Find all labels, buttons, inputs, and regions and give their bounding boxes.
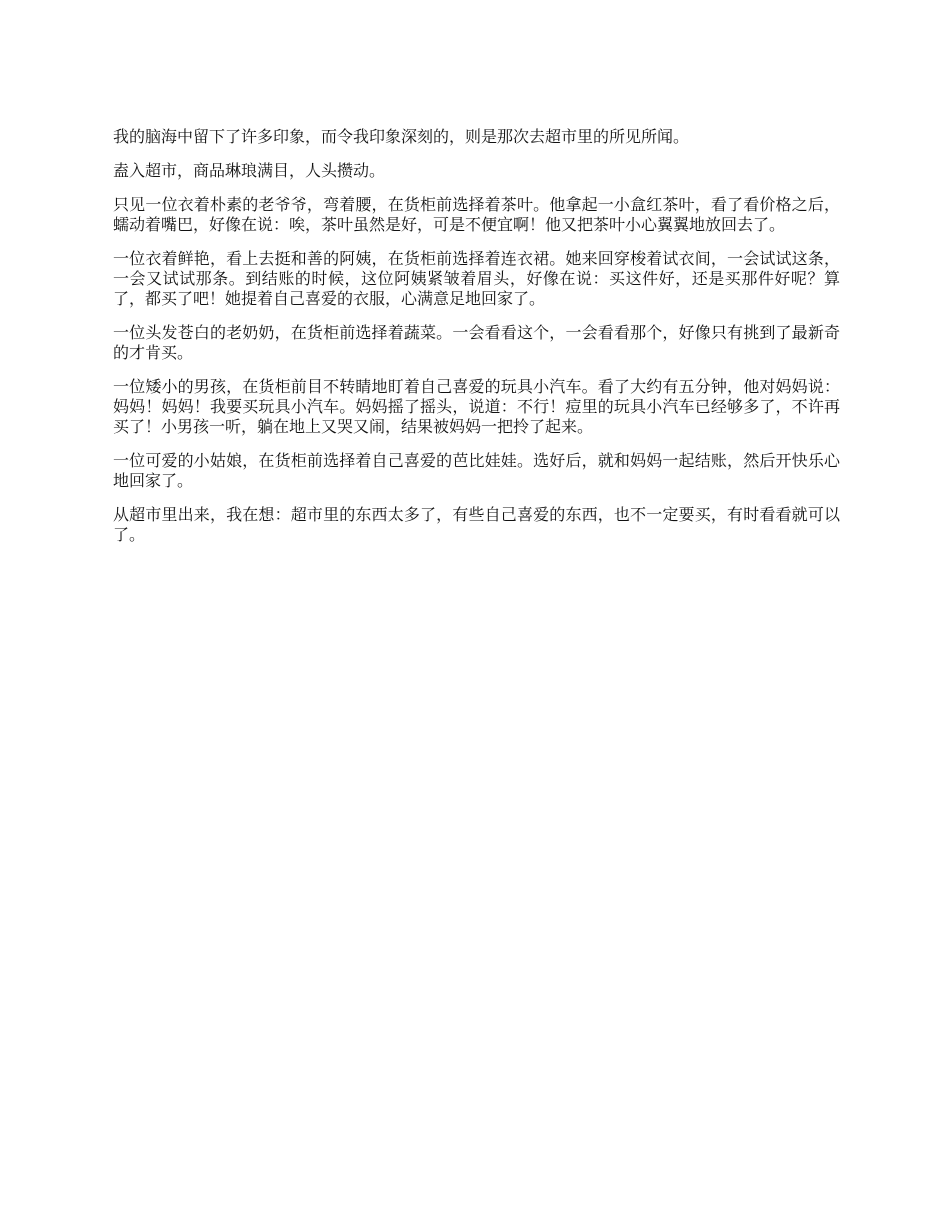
paragraph: 一位可爱的小姑娘，在货柜前选择着自己喜爱的芭比娃娃。选好后，就和妈妈一起结账，然后开快乐心地回家了。 — [113, 451, 840, 490]
paragraph: 盍入超市，商品琳琅满目，人头攒动。 — [113, 161, 386, 180]
document-body — [113, 127, 840, 559]
paragraph: 从超市里出来，我在想：超市里的东西太多了，有些自己喜爱的东西，也不一定要买，有时看看就可以了。 — [113, 505, 840, 544]
paragraph: 只见一位衣着朴素的老爷爷，弯着腰，在货柜前选择着茶叶。他拿起一小盒红茶叶，看了看价格之后，蠕动着嘴巴，好像在说：唉，茶叶虽然是好，可是不便宜啊！他又把茶叶小心翼翼地放回去了。 — [113, 195, 840, 234]
paragraph: 一位衣着鲜艳，看上去挺和善的阿姨，在货柜前选择着连衣裙。她来回穿梭着试衣间，一会试试这条，一会又试试那条。到结账的时候，这位阿姨紧皱着眉头，好像在说：买这件好，还是买那件好呢？算了，都买了吧！她提着自己喜爱的衣服，心满意足地回家了。 — [113, 249, 840, 308]
paragraph: 我的脑海中留下了许多印象，而令我印象深刻的，则是那次去超市里的所见所闻。 — [113, 127, 690, 146]
paragraph: 一位矮小的男孩，在货柜前目不转睛地盯着自己喜爱的玩具小汽车。看了大约有五分钟，他对妈妈说：妈妈！妈妈！我要买玩具小汽车。妈妈摇了摇头，说道：不行！痘里的玩具小汽车已经够多了，不许再买了！小男孩一听，躺在地上又哭又闹，结果被妈妈一把拎了起来。 — [113, 377, 840, 436]
paragraph: 一位头发苍白的老奶奶，在货柜前选择着蔬菜。一会看看这个，一会看看那个，好像只有挑到了最新奇的才肯买。 — [113, 323, 840, 362]
